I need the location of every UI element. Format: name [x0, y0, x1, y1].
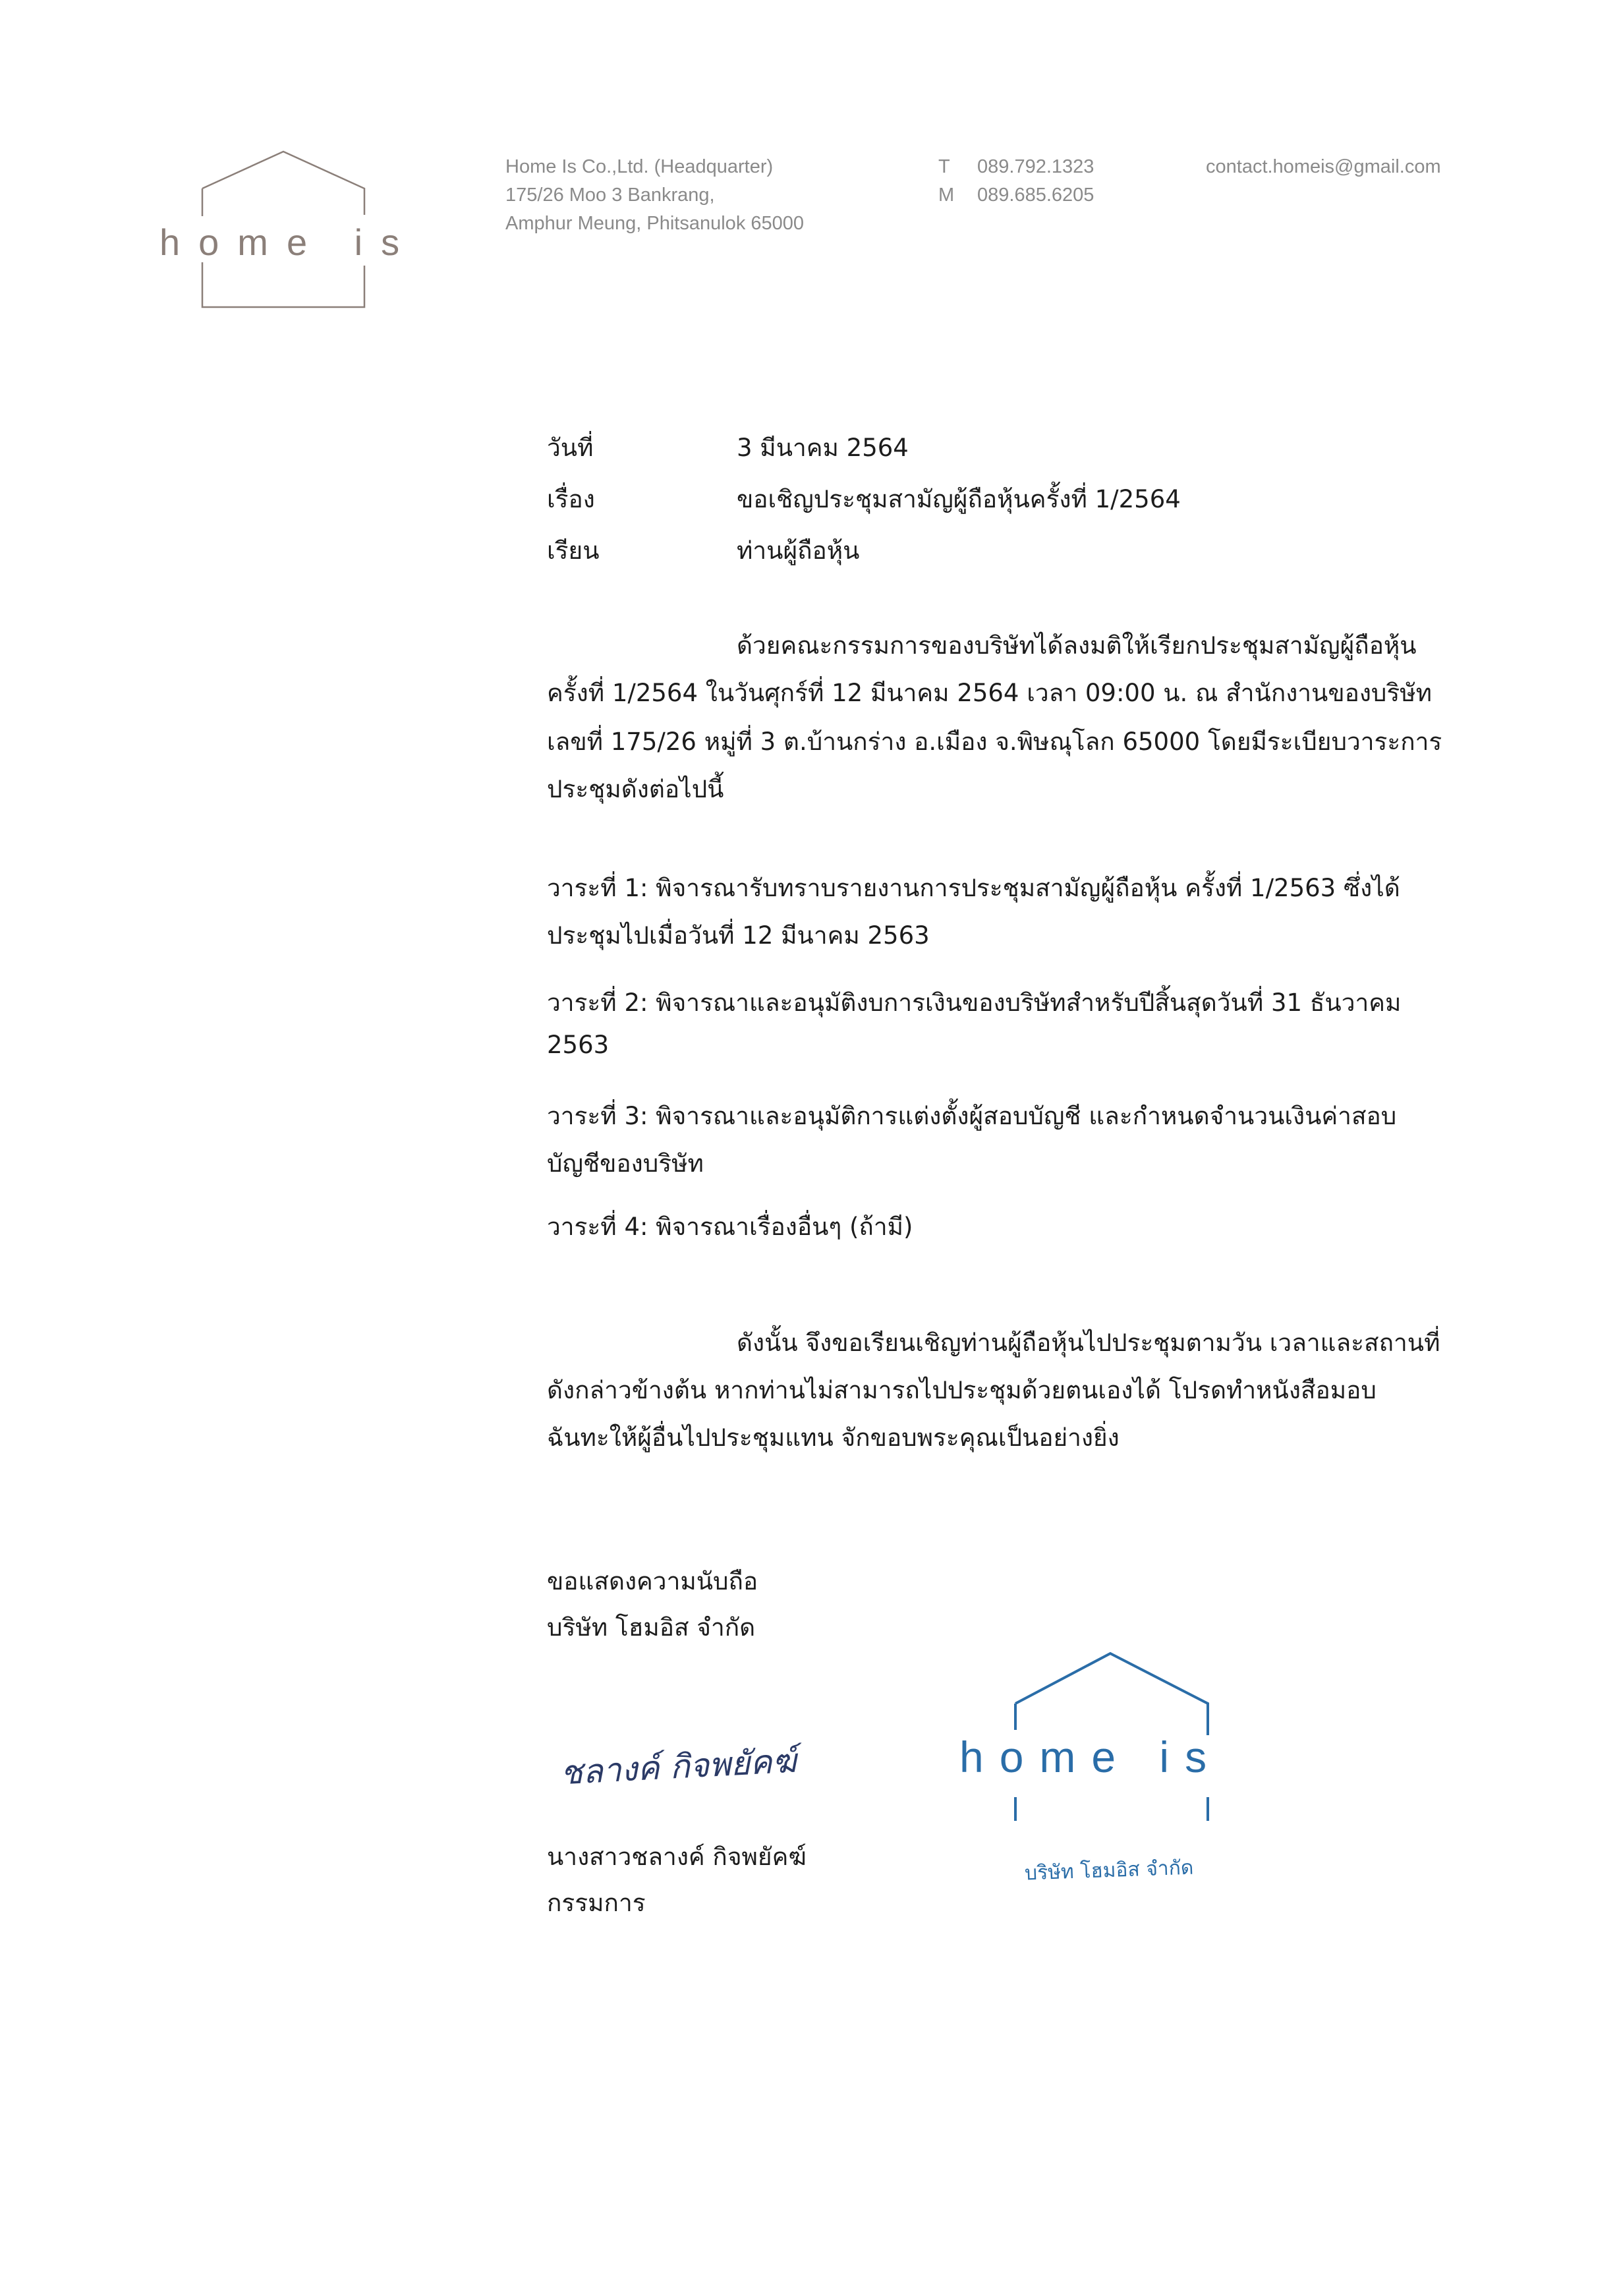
recipient-value: ท่านผู้ถือหุ้น: [737, 536, 860, 565]
phone-numbers: [977, 153, 1094, 210]
mobile-number: 089.685.6205: [977, 185, 1094, 206]
subject-label: เรื่อง: [547, 485, 595, 513]
agenda-item-2-cont: 2563: [547, 1031, 610, 1059]
closing-line: ดังนั้น จึงขอเรียนเชิญท่านผู้ถือหุ้นไปประชุมตามวัน เวลาและสถานที่: [737, 1329, 1440, 1357]
date-value: 3 มีนาคม 2564: [737, 434, 909, 462]
handwritten-signature: [547, 1727, 824, 1799]
signer-title: กรรมการ: [547, 1889, 646, 1917]
company-stamp-logo-text: home is: [959, 1733, 1223, 1781]
agenda-item-3-cont: บัญชีของบริษัท: [547, 1149, 704, 1178]
agenda-item-2: วาระที่ 2: พิจารณาและอนุมัติงบการเงินของบริษัทสำหรับปีสิ้นสุดวันที่ 31 ธันวาคม: [547, 989, 1402, 1017]
agenda-item-4: วาระที่ 4: พิจารณาเรื่องอื่นๆ (ถ้ามี): [547, 1213, 913, 1241]
closing-line: ฉันทะให้ผู้อื่นไปประชุมแทน จักขอบพระคุณเป็นอย่างยิ่ง: [547, 1423, 1120, 1452]
recipient-label: เรียน: [547, 536, 600, 565]
phone-label-t: T: [938, 156, 950, 177]
intro-line: ประชุมดังต่อไปนี้: [547, 775, 724, 803]
phone-label-m: M: [938, 185, 955, 206]
phone-number: 089.792.1323: [977, 156, 1094, 177]
address-line: Amphur Meung, Phitsanulok 65000: [505, 213, 805, 234]
date-label: วันที่: [547, 434, 594, 462]
company-name-signoff: บริษัท โฮมอิส จำกัด: [547, 1613, 756, 1642]
address-line: Home Is Co.,Ltd. (Headquarter): [505, 156, 774, 177]
agenda-item-1: วาระที่ 1: พิจารณารับทราบรายงานการประชุมสามัญผู้ถือหุ้น ครั้งที่ 1/2563 ซึ่งได้: [547, 874, 1400, 902]
agenda-item-3: วาระที่ 3: พิจารณาและอนุมัติการแต่งตั้งผู้สอบบัญชี และกำหนดจำนวนเงินค่าสอบ: [547, 1102, 1397, 1130]
contact-email: contact.homeis@gmail.com: [1206, 156, 1441, 177]
intro-line: ครั้งที่ 1/2564 ในวันศุกร์ที่ 12 มีนาคม 2564 เวลา 09:00 น. ณ สำนักงานของบริษัท: [547, 679, 1433, 707]
signer-name: นางสาวชลางค์ กิจพยัคฆ์: [547, 1843, 807, 1871]
intro-line: ด้วยคณะกรรมการของบริษัทได้ลงมติให้เรียกประชุมสามัญผู้ถือหุ้น: [737, 631, 1417, 660]
company-stamp-name: บริษัท โฮมอิส จำกัด: [1024, 1856, 1194, 1885]
agenda-item-1-cont: ประชุมไปเมื่อวันที่ 12 มีนาคม 2563: [547, 921, 930, 950]
address-line: 175/26 Moo 3 Bankrang,: [505, 185, 715, 206]
subject-value: ขอเชิญประชุมสามัญผู้ถือหุ้นครั้งที่ 1/2564: [737, 485, 1181, 513]
regards-text: ขอแสดงความนับถือ: [547, 1567, 758, 1595]
intro-line: เลขที่ 175/26 หมู่ที่ 3 ต.บ้านกร่าง อ.เมือง จ.พิษณุโลก 65000 โดยมีระเบียบวาระการ: [547, 728, 1442, 756]
letterhead-logo-text: home is: [159, 221, 418, 263]
closing-line: ดังกล่าวข้างต้น หากท่านไม่สามารถไปประชุมด้วยตนเองได้ โปรดทำหนังสือมอบ: [547, 1376, 1377, 1404]
phone-labels: [938, 153, 965, 210]
company-address: [505, 153, 804, 238]
svg-text:ชลางค์ กิจพยัคฆ์: ชลางค์ กิจพยัคฆ์: [559, 1741, 798, 1793]
